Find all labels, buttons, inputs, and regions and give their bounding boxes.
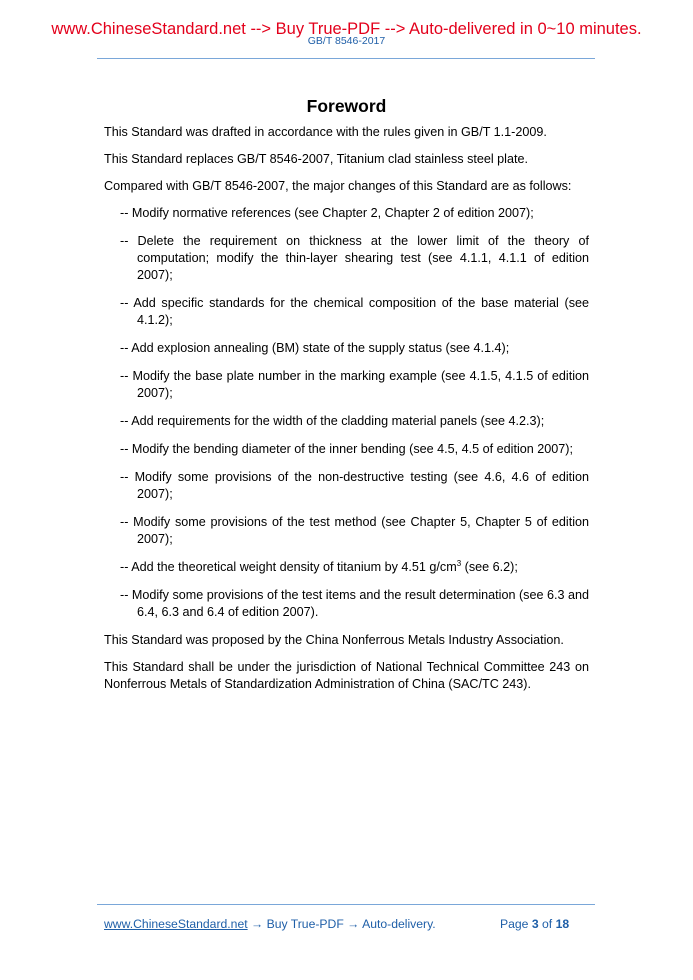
paragraph-drafting: This Standard was drafted in accordance with the rules given in GB/T 1.1-2009. [104,125,547,139]
page-title: Foreword [306,95,387,116]
change-item: -- Add explosion annealing (BM) state of the supply status (see 4.1.4); [120,341,510,355]
standard-code: GB/T 8546-2017 [307,35,386,47]
paragraph-replaces: This Standard replaces GB/T 8546-2007, Titanium clad stainless steel plate. [104,152,528,166]
paragraph-proposed: This Standard was proposed by the China Nonferrous Metals Industry Association. [104,633,564,647]
change-item: -- Modify some provisions of the non-destructive testing (see 4.6, 4.6 of edition 2007); [120,470,589,501]
page-number [500,916,569,932]
page-current: 3 [531,917,539,931]
change-item: -- Add specific standards for the chemical composition of the base material (see 4.1.2); [120,296,589,327]
footer-link[interactable] [104,916,436,932]
change-item-density [104,559,589,576]
change-item: -- Modify normative references (see Chapter 2, Chapter 2 of edition 2007); [120,206,534,220]
paragraph-changes-intro: Compared with GB/T 8546-2007, the major changes of this Standard are as follows: [104,179,572,193]
header-divider [97,58,595,59]
change-item: -- Modify the bending diameter of the inner bending (see 4.5, 4.5 of edition 2007); [120,442,573,456]
change-item: -- Modify the base plate number in the marking example (see 4.1.5, 4.1.5 of edition 2007); [120,369,589,400]
page-total: 18 [555,917,570,931]
footer-link-text: → Buy True-PDF → Auto-delivery. [247,917,436,931]
change-item: -- Add requirements for the width of the cladding material panels (see 4.2.3); [120,414,545,428]
density-text-after: (see 6.2); [461,560,518,574]
footer-divider [97,904,595,905]
foreword-body [104,124,589,703]
footer-site-link[interactable]: www.ChineseStandard.net [104,917,248,931]
density-superscript: 3 [456,558,462,568]
density-text: -- Add the theoretical weight density of titanium by 4.51 g/cm [120,560,457,574]
page-label: Page [500,917,532,931]
change-item: -- Modify some provisions of the test method (see Chapter 5, Chapter 5 of edition 2007); [120,515,589,546]
changes-list [104,205,589,621]
change-item: -- Delete the requirement on thickness at the lower limit of the theory of computation; modify the thin-layer shearing test (see 4.1.1, 4.1.1 of edition 2007); [120,234,589,282]
change-item: -- Modify some provisions of the test items and the result determination (see 6.3 and 6.4, 6.3 and 6.4 of edition 2007). [120,588,589,619]
promo-banner-link[interactable]: www.ChineseStandard.net --> Buy True-PDF --> Auto-delivered in 0~10 minutes. [51,20,642,38]
page-of: of [538,917,556,931]
paragraph-jurisdiction: This Standard shall be under the jurisdiction of National Technical Committee 243 on Nonferrous Metals of Standardization Administration of China (SAC/TC 243). [104,660,589,691]
